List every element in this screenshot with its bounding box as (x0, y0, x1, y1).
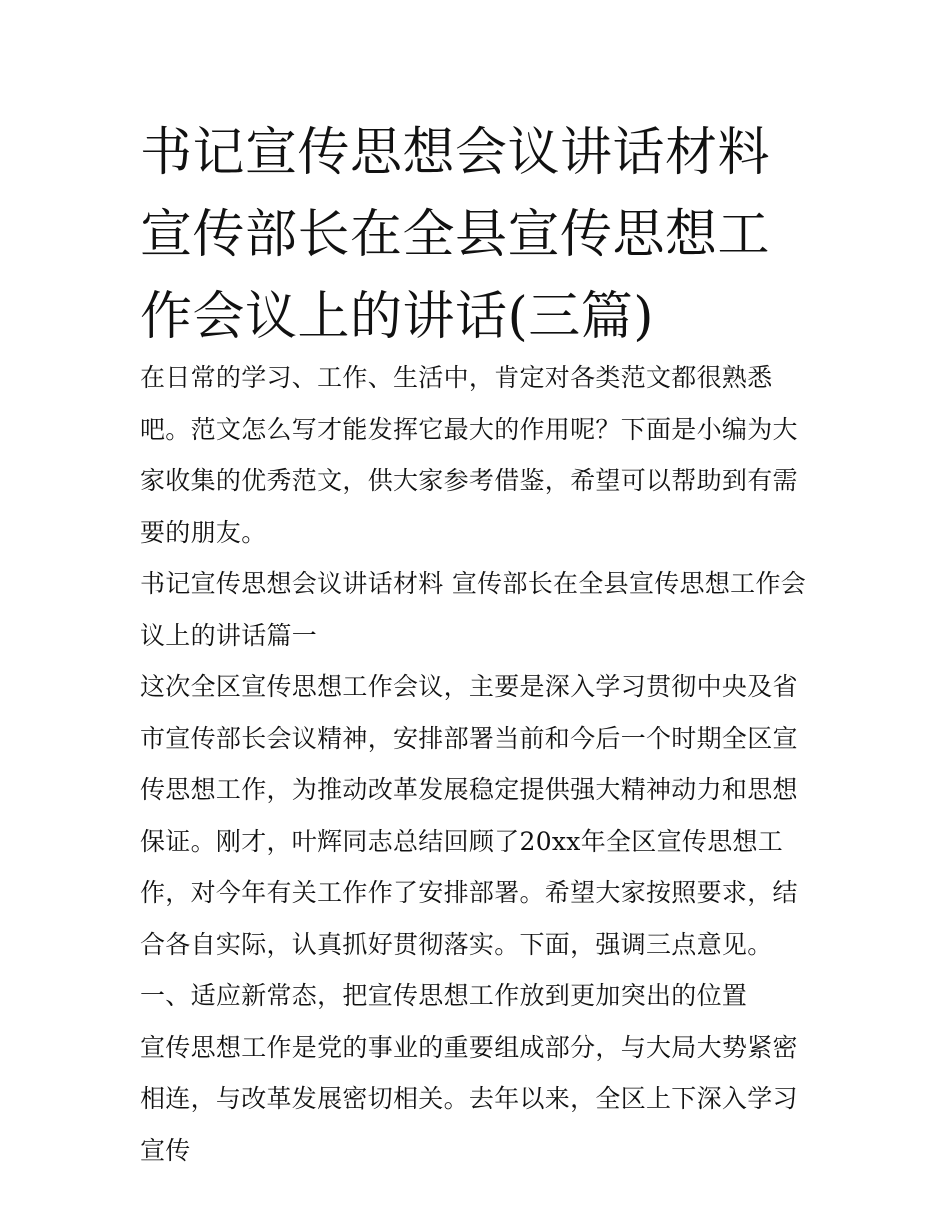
document-title: 书记宣传思想会议讲话材料 宣传部长在全县宣传思想工作会议上的讲话(三篇) (140, 123, 771, 347)
point-one-heading: 一、适应新常态，把宣传思想工作放到更加突出的位置 (140, 981, 748, 1010)
section-heading: 书记宣传思想会议讲话材料 宣传部长在全县宣传思想工作会议上的讲话篇一 (140, 569, 807, 650)
document-body (140, 352, 816, 1176)
intro-paragraph: 在日常的学习、工作、生活中，肯定对各类范文都很熟悉吧。范文怎么写才能发挥它最大的作用呢？下面是小编为大家收集的优秀范文，供大家参考借鉴，希望可以帮助到有需要的朋友。 (140, 363, 798, 547)
speech-paragraph: 这次全区宣传思想工作会议，主要是深入学习贯彻中央及省市宣传部长会议精神，安排部署当前和今后一个时期全区宣传思想工作，为推动改革发展稳定提供强大精神动力和思想保证。刚才，叶辉同志总结回顾了20xx年全区宣传思想工作，对今年有关工作作了安排部署。希望大家按照要求，结合各自实际，认真抓好贯彻落实。下面，强调三点意见。 (140, 672, 798, 959)
point-one-paragraph: 宣传思想工作是党的事业的重要组成部分，与大局大势紧密相连，与改革发展密切相关。去年以来，全区上下深入学习宣传 (140, 1032, 798, 1165)
